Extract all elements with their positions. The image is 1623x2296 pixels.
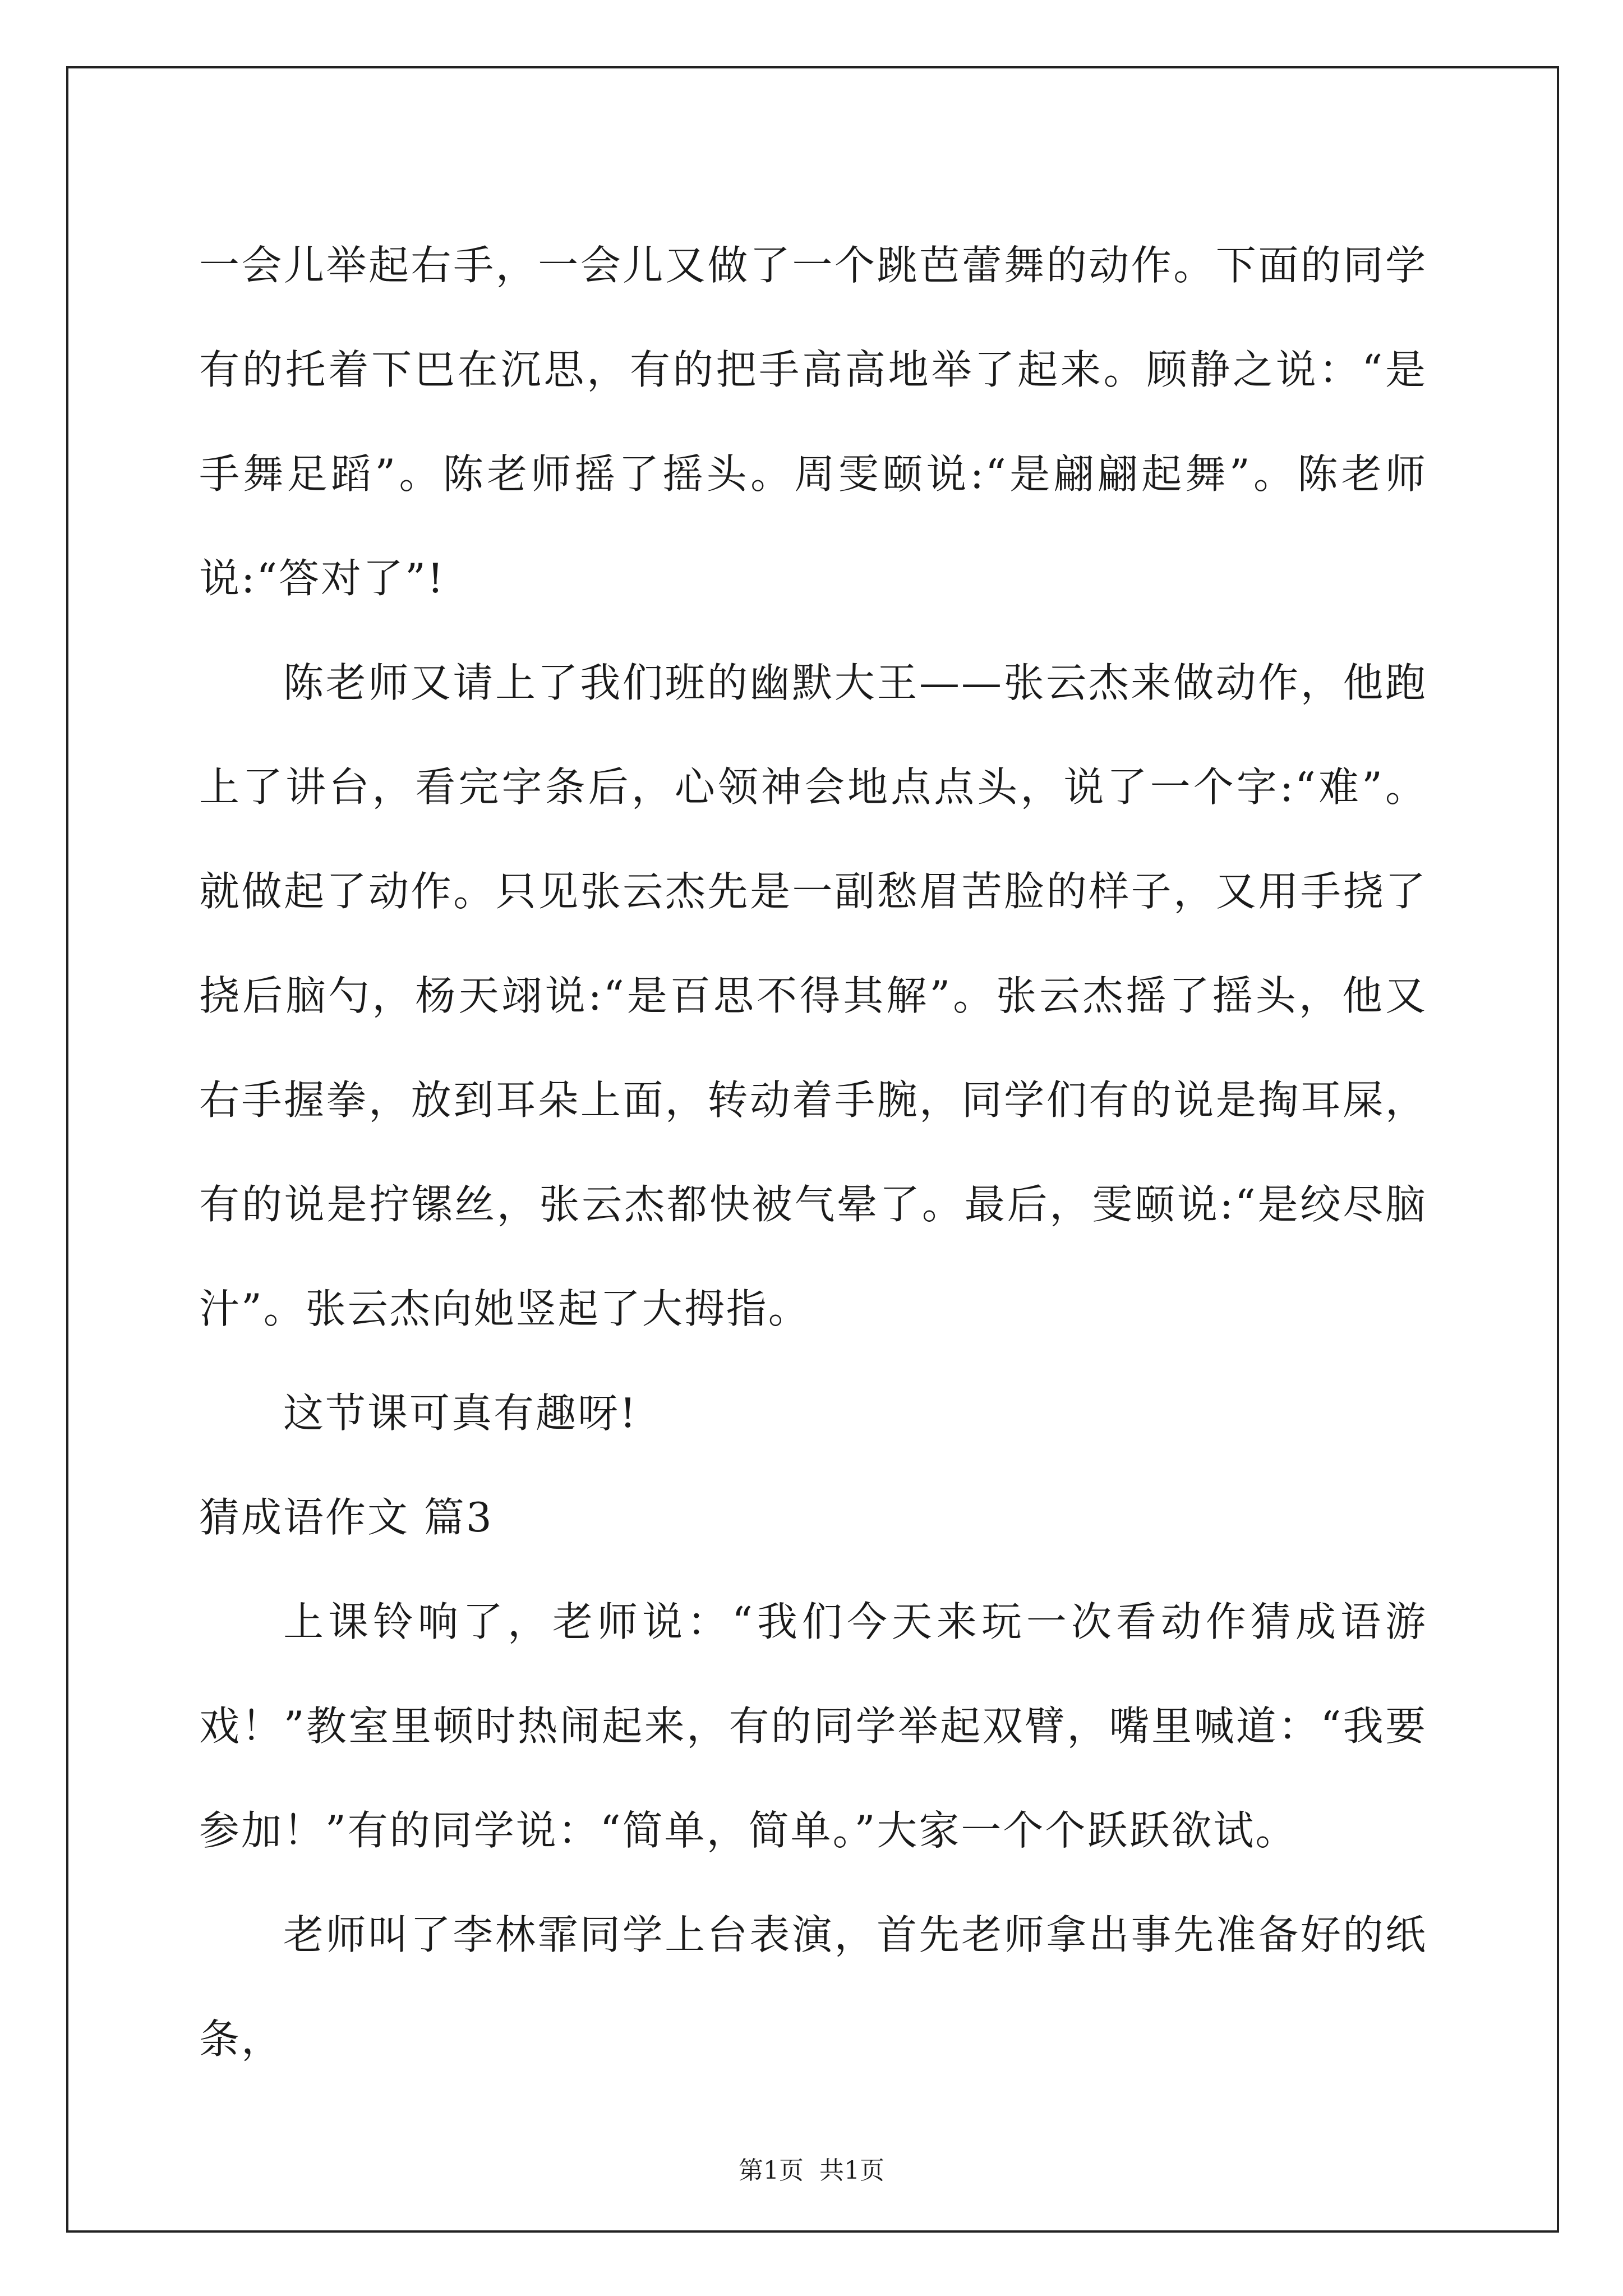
paragraph-class-bell: 上课铃响了，老师说：“我们今天来玩一次看动作猜成语游戏！”教室里顿时热闹起来，有的同学举起双臂，嘴里喊道：“我要参加！”有的同学说：“简单，简单。”大家一个个跃跃欲试。 xyxy=(199,1598,1427,1854)
section-heading: 猜成语作文 篇3 xyxy=(199,1494,494,1541)
page-total: 共1页 xyxy=(819,2156,884,2185)
page-number: 第1页 xyxy=(739,2156,804,2185)
paragraph-zhang-yunjie: 陈老师又请上了我们班的幽默大王——张云杰来做动作，他跑上了讲台，看完字条后，心领神会地点点头，说了一个字:“难”。就做起了动作。只见张云杰先是一副愁眉苦脸的样子，又用手挠了挠后脑勺，杨天翊说:“是百思不得其解”。张云杰摇了摇头，他又右手握拳，放到耳朵上面，转动着手腕，同学们有的说是掏耳屎，有的说是拧镙丝，张云杰都快被气晕了。最后，雯颐说:“是绞尽脑汁”。张云杰向她竖起了大拇指。 xyxy=(199,659,1427,1332)
paragraph-li-linfei: 老师叫了李林霏同学上台表演，首先老师拿出事先准备好的纸条， xyxy=(199,1911,1427,2063)
paragraph-continuation: 一会儿举起右手，一会儿又做了一个跳芭蕾舞的动作。下面的同学有的托着下巴在沉思，有的把手高高地举了起来。顾静之说：“是手舞足蹈”。陈老师摇了摇头。周雯颐说:“是翩翩起舞”。陈老师说:“答对了”! xyxy=(199,242,1427,602)
document-body xyxy=(199,213,1427,2091)
page-footer xyxy=(0,2154,1623,2188)
paragraph-conclusion: 这节课可真有趣呀! xyxy=(283,1389,638,1437)
